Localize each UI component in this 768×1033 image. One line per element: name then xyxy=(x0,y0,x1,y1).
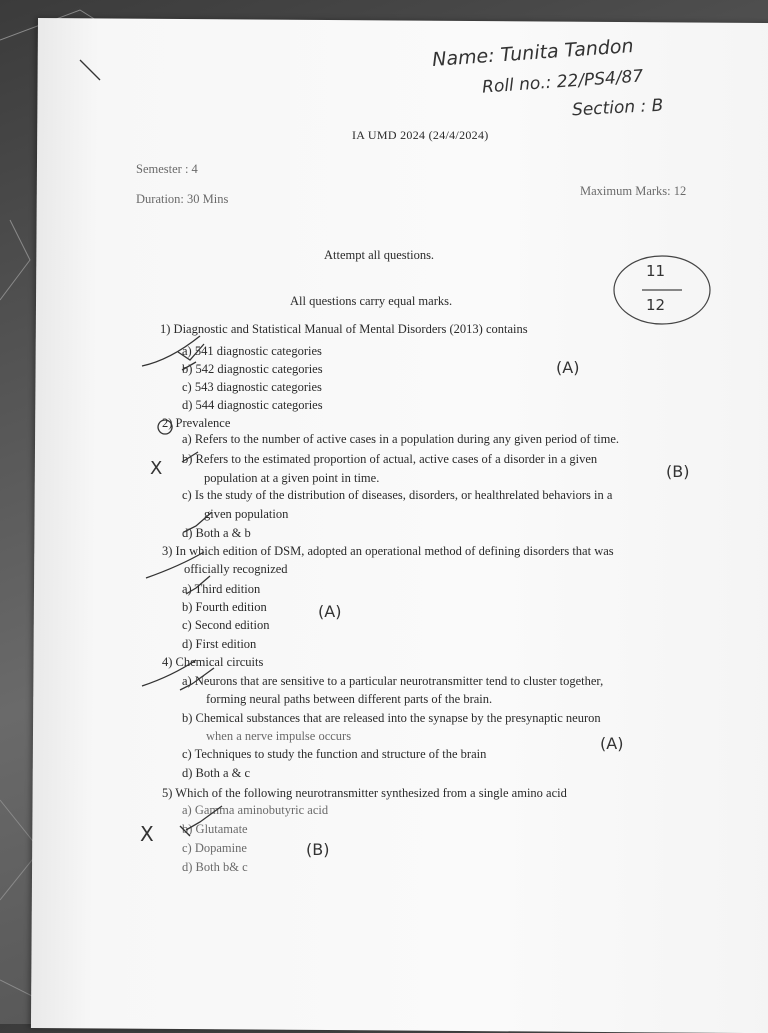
q1-answer-mark: (A) xyxy=(556,358,580,377)
q2-option-c: c) Is the study of the distribution of diseases, disorders, or healthrelated behaviors in a xyxy=(182,488,613,502)
instruction-attempt: Attempt all questions. xyxy=(324,248,435,262)
question-5-stem: 5) Which of the following neurotransmitter synthesized from a single amino acid xyxy=(162,786,567,800)
q5-option-b: b) Glutamate xyxy=(182,822,248,836)
semester: Semester : 4 xyxy=(136,162,198,176)
q5-cross-mark: X xyxy=(140,822,154,846)
q4-option-c: c) Techniques to study the function and structure of the brain xyxy=(182,747,487,761)
question-4-stem: 4) Chemical circuits xyxy=(162,655,264,669)
q2-option-b-cont: population at a given point in time. xyxy=(204,471,380,485)
q4-option-b: b) Chemical substances that are released into the synapse by the presynaptic neuron xyxy=(182,711,601,725)
q4-option-a: a) Neurons that are sensitive to a particular neurotransmitter tend to cluster together, xyxy=(182,674,604,688)
q4-option-d: d) Both a & c xyxy=(182,766,251,780)
score-denominator: 12 xyxy=(646,296,666,314)
roll-number: Roll no.: 22/PS4/87 xyxy=(481,66,644,98)
q2-option-d: d) Both a & b xyxy=(182,526,251,540)
q2-option-c-cont: given population xyxy=(204,507,289,521)
q3-option-c: c) Second edition xyxy=(182,618,270,632)
question-2-stem: 2) Prevalence xyxy=(162,416,231,430)
q2-option-b: b) Refers to the estimated proportion of actual, active cases of a disorder in a given xyxy=(182,452,598,466)
q4-option-b-cont: when a nerve impulse occurs xyxy=(206,729,352,743)
q3-option-d: d) First edition xyxy=(182,637,257,651)
q3-option-b: b) Fourth edition xyxy=(182,600,267,614)
q4-option-a-cont: forming neural paths between different parts of the brain. xyxy=(206,692,493,706)
q5-option-d: d) Both b& c xyxy=(182,860,248,874)
q5-option-a: a) Gamma aminobutyric acid xyxy=(182,803,329,817)
q5-answer-mark: (B) xyxy=(306,840,330,859)
question-3-stem-cont: officially recognized xyxy=(184,562,288,576)
q3-option-a: a) Third edition xyxy=(182,582,261,596)
score-numerator: 11 xyxy=(646,262,666,280)
instruction-equal-marks: All questions carry equal marks. xyxy=(290,294,453,308)
question-1-stem: 1) Diagnostic and Statistical Manual of Mental Disorders (2013) contains xyxy=(160,322,528,336)
maximum-marks: Maximum Marks: 12 xyxy=(580,184,687,198)
q3-answer-mark: (A) xyxy=(318,602,342,621)
q2-cross-mark: X xyxy=(150,458,163,479)
section: Section : B xyxy=(571,95,664,121)
exam-title: IA UMD 2024 (24/4/2024) xyxy=(352,128,489,142)
q5-option-c: c) Dopamine xyxy=(182,841,247,855)
q1-option-c: c) 543 diagnostic categories xyxy=(182,380,322,394)
q1-option-d: d) 544 diagnostic categories xyxy=(182,398,323,412)
q2-option-a: a) Refers to the number of active cases in a population during any given period of time. xyxy=(182,432,620,446)
question-3-stem: 3) In which edition of DSM, adopted an operational method of defining disorders that was xyxy=(162,544,614,558)
q4-answer-mark: (A) xyxy=(600,734,624,753)
q2-answer-mark: (B) xyxy=(666,462,690,481)
duration: Duration: 30 Mins xyxy=(136,192,229,206)
q1-option-a: a) 541 diagnostic categories xyxy=(182,344,322,358)
student-name: Name: Tunita Tandon xyxy=(431,34,635,72)
q1-option-b: b) 542 diagnostic categories xyxy=(182,362,323,376)
